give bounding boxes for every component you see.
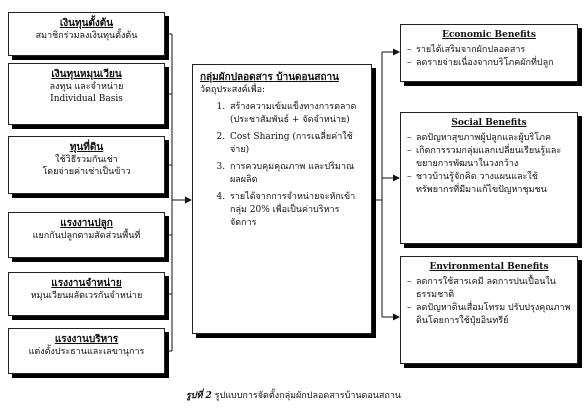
- benefit-item: – ชาวบ้านรู้จักคิด วางแผนและใช้ทรัพยากรที่มีมาแก้ไขปัญหาชุมชน: [407, 171, 571, 197]
- figure-caption: [0, 388, 587, 402]
- benefit-item: – รายได้เสริมจากผักปลอดสาร: [407, 44, 571, 57]
- benefit-item: – เกิดการรวมกลุ่มแลกเปลี่ยนเรียนรู้และขยายการพัฒนาในวงกว้าง: [407, 145, 571, 171]
- benefit-item: – ลดปัญหาดินเสื่อมโทรม ปรับปรุงคุณภาพดินโดยการใช้ปุ๋ยอินทรีย์: [407, 302, 571, 328]
- caption-text: รูปแบบการจัดตั้งกลุ่มผักปลอดสารบ้านดอนสถาน: [214, 391, 402, 401]
- input-line: ลงทุน และจำหน่าย: [49, 82, 124, 92]
- input-box-1: [8, 12, 165, 56]
- benefit-list: [407, 276, 571, 328]
- input-line: โดยจ่ายค่าเช่าเป็นข้าว: [42, 167, 131, 177]
- objectives-list: [200, 101, 364, 230]
- benefit-item: – ลดการใช้สารเคมี ลดการปนเปื้อนในธรรมชาติ: [407, 276, 571, 302]
- input-line: ใช้วิธีรวมกันเช่า: [55, 155, 118, 165]
- caption-label: รูปที่ 2: [185, 391, 212, 401]
- benefit-list: [407, 132, 571, 197]
- objectives-heading: วัตถุประสงค์เพื่อ:: [200, 85, 266, 95]
- input-title: เงินทุนตั้งต้น: [59, 18, 114, 29]
- input-line: แยกกันปลูกตามสัดส่วนพื้นที่: [32, 231, 141, 241]
- benefit-title: Environmental Benefits: [429, 262, 549, 272]
- input-box-3: [8, 136, 165, 194]
- benefit-item: – ลดปัญหาสุขภาพผู้ปลูกและผู้บริโภค: [407, 132, 571, 145]
- input-title: เงินทุนหมุนเวียน: [51, 69, 122, 80]
- group-title: กลุ่มผักปลอดสาร บ้านดอนสถาน: [200, 72, 339, 83]
- input-title: แรงงานบริหาร: [54, 334, 119, 345]
- input-line: สมาชิกร่วมลงเงินทุนตั้งต้น: [35, 31, 138, 41]
- input-box-2: [8, 63, 165, 125]
- objective-item: 4. รายได้จากการจำหน่ายจะหักเข้ากลุ่ม 20% เพื่อเป็นค่าบริหารจัดการ: [228, 191, 364, 230]
- input-box-4: [8, 212, 165, 258]
- input-title: แรงงานปลูก: [60, 218, 113, 229]
- objective-item: 2. Cost Sharing (การเฉลี่ยค่าใช้จ่าย): [228, 131, 364, 157]
- input-box-6: [8, 328, 165, 374]
- benefit-item: – ลดรายจ่ายเนื่องจากบริโภคผักที่ปลูก: [407, 57, 571, 70]
- input-line: หมุนเวียนผลัดเวรกันจำหน่าย: [30, 291, 143, 301]
- input-title: แรงงานจำหน่าย: [51, 278, 122, 289]
- objective-item: 1. สร้างความเข้มแข็งทางการตลาด (ประชาสัมพันธ์ + จัดจำหน่าย): [228, 101, 364, 127]
- input-box-5: [8, 272, 165, 316]
- benefit-title: Social Benefits: [451, 118, 527, 128]
- social-benefits-box: [400, 112, 578, 244]
- input-line: แต่งตั้งประธานและเลขานุการ: [28, 347, 145, 357]
- objective-item: 3. การควบคุมคุณภาพ และปริมาณผลผลิต: [228, 161, 364, 187]
- input-line: Individual Basis: [50, 94, 123, 104]
- benefit-list: [407, 44, 571, 70]
- environmental-benefits-box: [400, 256, 578, 364]
- economic-benefits-box: [400, 24, 578, 82]
- center-group-box: [192, 64, 372, 334]
- input-title: ทุนที่ดิน: [69, 142, 104, 153]
- benefit-title: Economic Benefits: [442, 30, 536, 40]
